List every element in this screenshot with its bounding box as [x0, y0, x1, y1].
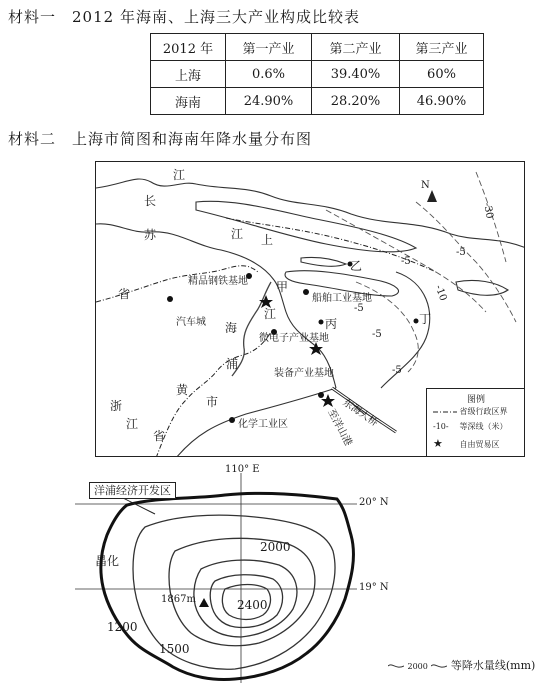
map-label-jiang: 江: [173, 168, 186, 182]
map-label-su: 苏: [144, 228, 157, 242]
legend-isobath-label: 等深线（米）: [459, 422, 508, 431]
map-label-shang: 上: [261, 233, 274, 247]
table-cell: 0.6%: [226, 61, 312, 88]
isohyet-line-icon: [431, 662, 447, 670]
material-two-title: 材料二 上海市简图和海南年降水量分布图: [8, 130, 313, 148]
longitude-label: 110° E: [225, 464, 260, 475]
isobath-label: -10: [432, 283, 449, 303]
site-label-equip: 装备产业基地: [274, 368, 334, 379]
peak-elevation-label: 1867m: [161, 594, 196, 605]
table-header-row: [151, 34, 484, 61]
table-cell: 海南: [151, 88, 226, 115]
map-label-hai: 海: [225, 321, 238, 335]
isobath-label: -5: [354, 303, 364, 314]
boundary-line-icon: [433, 408, 457, 416]
isohyet-2400-label: 2400: [237, 598, 268, 612]
industry-comparison-table: [150, 33, 484, 115]
site-label-auto: 汽车城: [176, 317, 206, 328]
legend-title: 图例: [466, 395, 485, 405]
map-label-sheng3: 省: [153, 429, 166, 443]
table-row: [151, 61, 484, 88]
site-label-steel: 精品钢铁基地: [188, 276, 248, 287]
isobath-label: -5: [401, 256, 411, 267]
isobath-label: -5: [392, 365, 402, 376]
table-header-cell: 第二产业: [312, 34, 400, 61]
isobath-line-icon: -10-: [433, 422, 449, 431]
legend-row-isobath: [433, 421, 508, 432]
yangpu-zone-box: 洋浦经济开发区: [89, 482, 176, 499]
star-icon: ★: [433, 437, 443, 450]
map-legend: [426, 388, 525, 457]
isohyet-key-value: 2000: [407, 662, 428, 671]
isohyet-key: [388, 657, 535, 673]
map-label-huang: 黄: [176, 383, 189, 397]
isobath-label: -5: [456, 247, 466, 258]
table-header-cell: 2012 年: [151, 34, 226, 61]
table-row: [151, 88, 484, 115]
bridge-label: 东海大桥: [340, 397, 380, 429]
map-label-zhe: 浙: [110, 399, 123, 413]
map-label-jiang2: 江: [264, 307, 277, 321]
map-label-yi: 乙: [350, 259, 363, 273]
isohyet-key-label: 等降水量线(mm): [450, 659, 536, 672]
table-header-cell: 第一产业: [226, 34, 312, 61]
legend-boundary-label: 省级行政区界: [459, 407, 508, 416]
map-label-jia: 甲: [276, 280, 289, 294]
table-header-cell: 第三产业: [400, 34, 484, 61]
map-label-jiang-mid: 江: [231, 227, 244, 241]
table-cell: 28.20%: [312, 88, 400, 115]
map-label-chang: 长: [144, 194, 157, 208]
map-label-ding: 丁: [419, 312, 432, 326]
port-label: 至洋山港: [325, 407, 354, 449]
changhua-label: 昌化: [95, 554, 120, 568]
map-label-pu: 浦: [226, 357, 239, 371]
table-cell: 24.90%: [226, 88, 312, 115]
table-cell: 39.40%: [312, 61, 400, 88]
site-label-ship: 船舶工业基地: [312, 293, 372, 304]
isohyet-2000-label: 2000: [260, 540, 291, 554]
isobath-label: -30: [481, 201, 495, 220]
isobath-label: -5: [372, 329, 382, 340]
latitude-20-label: 20° N: [359, 497, 389, 508]
site-label-chem: 化学工业区: [238, 419, 288, 430]
latitude-19-label: 19° N: [359, 582, 389, 593]
legend-row-ftz: [433, 437, 500, 450]
north-arrow-label: N: [421, 180, 430, 191]
table-cell: 46.90%: [400, 88, 484, 115]
map-label-shi: 市: [206, 395, 219, 409]
shanghai-map: [95, 161, 525, 457]
material-one-title: 材料一 2012 年海南、上海三大产业构成比较表: [8, 8, 360, 26]
isohyet-line-icon: [388, 662, 404, 670]
legend-ftz-label: 自由贸易区: [459, 440, 500, 449]
table-cell: 60%: [400, 61, 484, 88]
legend-row-boundary: [433, 406, 508, 417]
table-cell: 上海: [151, 61, 226, 88]
zone-pointer-line: [123, 498, 163, 518]
site-label-micro: 微电子产业基地: [259, 333, 329, 344]
isohyet-1500-label: 1500: [159, 642, 190, 656]
map-label-bing: 丙: [325, 317, 338, 331]
map-label-jiang3: 江: [126, 417, 139, 431]
hainan-rainfall-map: [75, 464, 389, 683]
isohyet-1200-label: 1200: [107, 620, 138, 634]
map-label-sheng: 省: [118, 287, 131, 301]
